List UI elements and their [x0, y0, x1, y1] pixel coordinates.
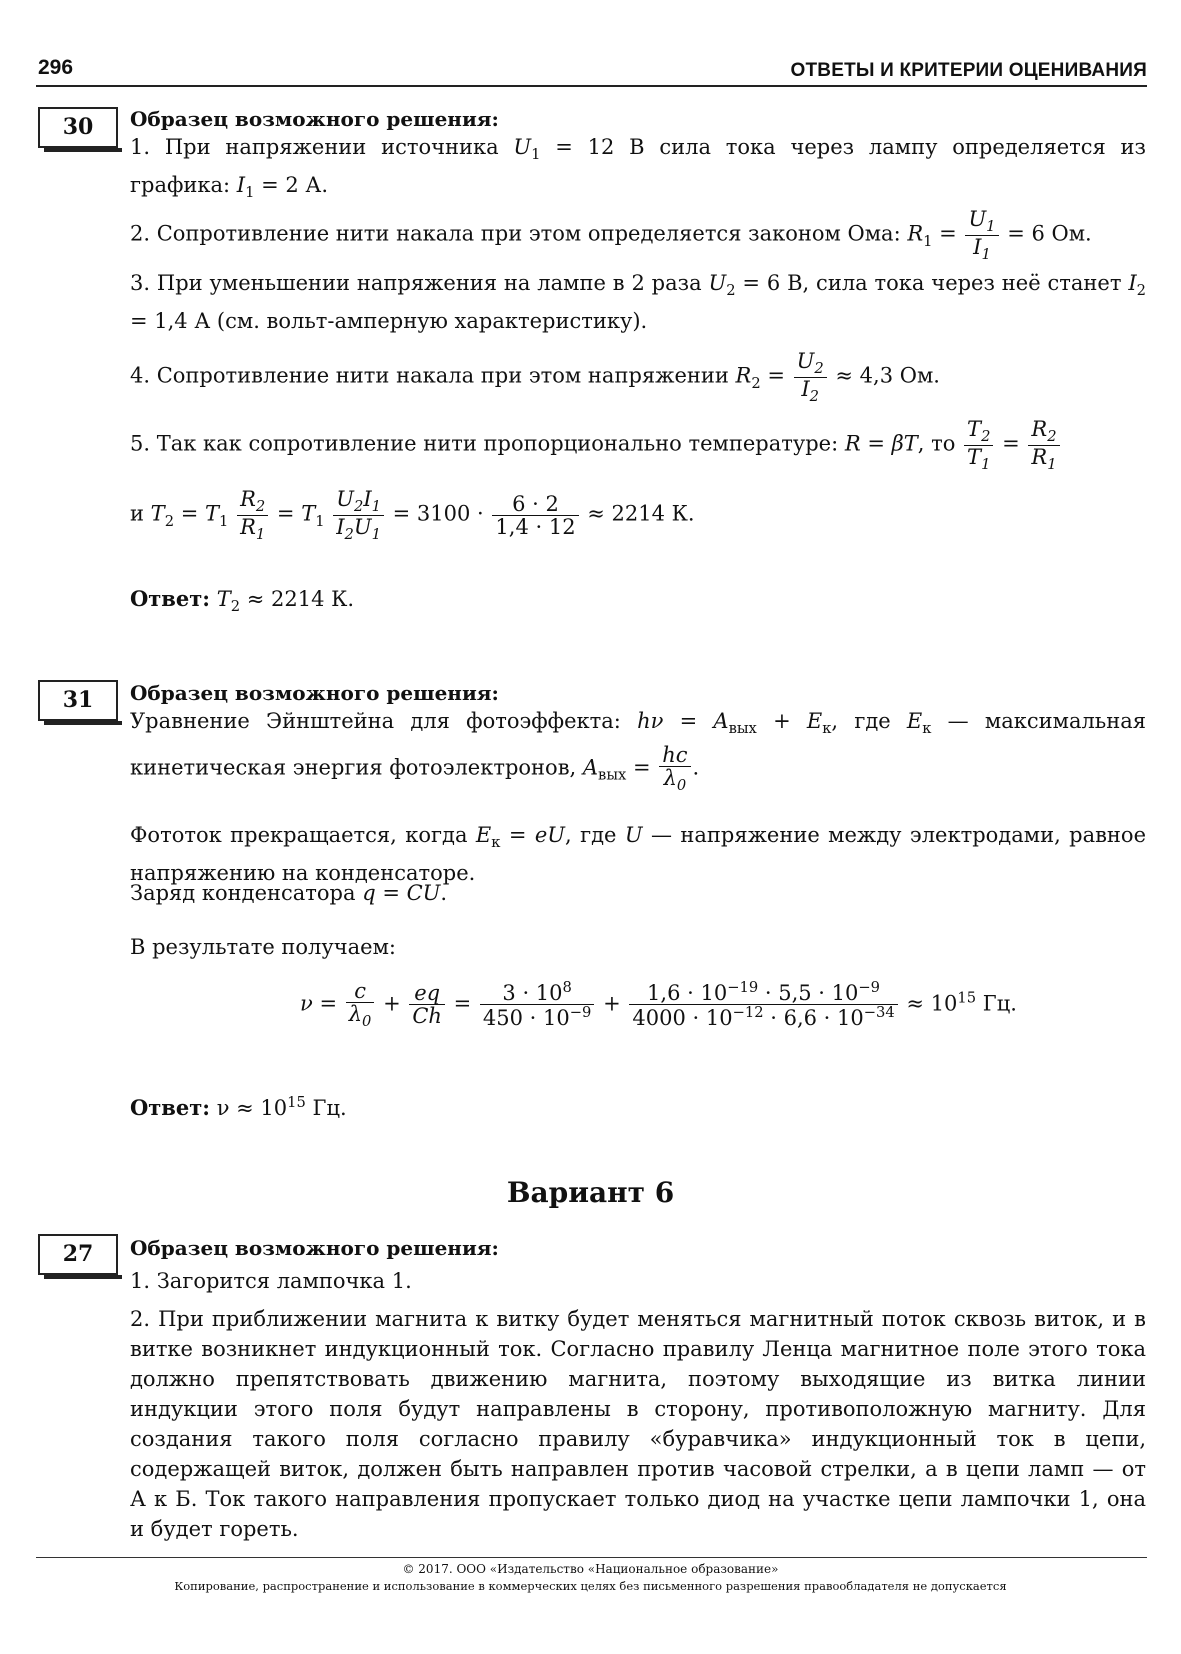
q30-answer: Ответ: $T_2 \approx 2214$ К.	[130, 586, 355, 616]
fraction-numeric-1: $\frac{3 \cdot 10^8}{450 \cdot 10^{-9}}$	[480, 980, 595, 1029]
fraction-numeric: $\frac{6 \cdot 2}{1,4 \cdot 12}$	[492, 493, 578, 538]
page-number: 296	[38, 56, 74, 79]
q27-solution-header: Образец возможного решения:	[130, 1236, 499, 1260]
q30-step-5-result: и $T_2 = T_1$ $\frac{R_2}{R_1}$ = $T_1$ $\frac{U_2I_1}{I_2U_1}$ = 3100 · $\frac{6 \cdot 2}{1,4 \cdot 12}$ ≈ 2214 К.	[130, 487, 695, 543]
q27-step-2: 2. При приближении магнита к витку будет меняться магнитный поток сквозь виток, и в витке возникнет индукционный ток. Согласно правилу Ленца магнитное поле этого тока должно препятствовать движению магнита, поэтому выходящие из витка линии индукции этого поля будут направлены в сторону, противоположную магниту. Для создания такого поля согласно правилу «буравчика» индукционный ток в цепи, содержащей виток, должен быть направлен против часовой стрелки, а в цепи ламп — от А к Б. Ток такого направления пропускает только диод на участке цепи лампочки 1, она и будет гореть.	[130, 1307, 1146, 1541]
header-rule	[36, 85, 1147, 87]
footer-copyright: © 2017. ООО «Издательство «Национальное образование»	[402, 1562, 779, 1576]
fraction-u2-i2: $\frac{U_2}{I_2}$	[794, 350, 827, 404]
fraction-u1-i1: $\frac{U_1}{I_1}$	[965, 208, 998, 262]
q31-photocurrent: Фототок прекращается, когда $E_к$ = eU, где U — напряжение между электродами, равное напряжению на конденсаторе.	[130, 823, 1147, 886]
q30-step-1: 1. При напряжении источника $U_1 = 12$ В сила тока через лампу определяется из графика: $I_1 = 2$ А.	[130, 135, 1146, 202]
q30-solution-header: Образец возможного решения:	[130, 107, 499, 131]
q31-einstein-equation: Уравнение Эйнштейна для фотоэффекта: $h\nu = A_{вых} + E_к$, где $E_к$ — максимальная кинетическая энергия фотоэлектронов, $A_{вых}$ = $\frac{hc}{\lambda_0}$ .	[130, 709, 1147, 795]
q30-step-2: 2. Сопротивление нити накала при этом определяется законом Ома: $R_1$ = $\frac{U_1}{I_1}$ = 6 Ом.	[130, 207, 1092, 263]
fraction-hc-lambda0: $\frac{hc}{\lambda_0}$	[659, 744, 690, 794]
fraction-t2-t1: $\frac{T_2}{T_1}$	[964, 418, 993, 472]
q30-step-4: 4. Сопротивление нити накала при этом напряжении $R_2$ = $\frac{U_2}{I_2}$ ≈ 4,3 Ом.	[130, 349, 940, 405]
fraction-c-lambda0: $\frac{c}{\lambda_0}$	[346, 980, 375, 1030]
footer-notice: Копирование, распространение и использование в коммерческих целях без письменного разрешения правообладателя не допускается	[174, 1579, 1007, 1593]
fraction-u2i1-i2u1: $\frac{U_2I_1}{I_2U_1}$	[333, 488, 384, 542]
q27-step-1: 1. Загорится лампочка 1.	[130, 1269, 412, 1293]
q30-step-3: 3. При уменьшении напряжения на лампе в 2 раза $U_2 = 6$ В, сила тока через неё станет $I_2 = 1,4$ А (см. вольт-амперную характеристику).	[130, 271, 1146, 334]
question-number-30: 30	[38, 107, 118, 148]
q31-charge: Заряд конденсатора q = CU.	[130, 881, 448, 905]
fraction-r2-r1-b: $\frac{R_2}{R_1}$	[237, 488, 268, 542]
question-number-27: 27	[38, 1234, 118, 1275]
variant-title: Вариант 6	[506, 1176, 675, 1209]
fraction-eq-ch: $\frac{eq}{Ch}$	[409, 982, 445, 1027]
q31-solution-header: Образец возможного решения:	[130, 681, 499, 705]
running-title: ОТВЕТЫ И КРИТЕРИИ ОЦЕНИВАНИЯ	[790, 60, 1147, 81]
q30-step-5: 5. Так как сопротивление нити пропорционально температуре: R = βT, то $\frac{T_2}{T_1}$ = $\frac{R_2}{R_1}$	[130, 418, 1146, 472]
q31-result-intro: В результате получаем:	[130, 935, 396, 959]
fraction-numeric-2: $\frac{1,6 \cdot 10^{-19} \cdot 5,5 \cdot 10^{-9}}{4000 \cdot 10^{-12} \cdot 6,6 \cdot 10^{-34}}$	[629, 980, 897, 1029]
fraction-r2-r1: $\frac{R_2}{R_1}$	[1028, 418, 1059, 472]
footer-rule	[36, 1557, 1147, 1558]
q31-answer: Ответ: $\nu \approx 10^{15}$ Гц.	[130, 1094, 347, 1120]
question-number-31: 31	[38, 680, 118, 721]
q31-frequency-formula: ν = $\frac{c}{\lambda_0}$ + $\frac{eq}{Ch}$ = $\frac{3 \cdot 10^8}{450 \cdot 10^{-9}}$ + $\frac{1,6 \cdot 10^{-19} \cdot 5,5 \cdot 10^{-9}}{4000 \cdot 10^{-12} \cdot 6,6 \cdot 10^{-34}}$ ≈ $10^{15}$ Гц.	[300, 979, 1017, 1031]
